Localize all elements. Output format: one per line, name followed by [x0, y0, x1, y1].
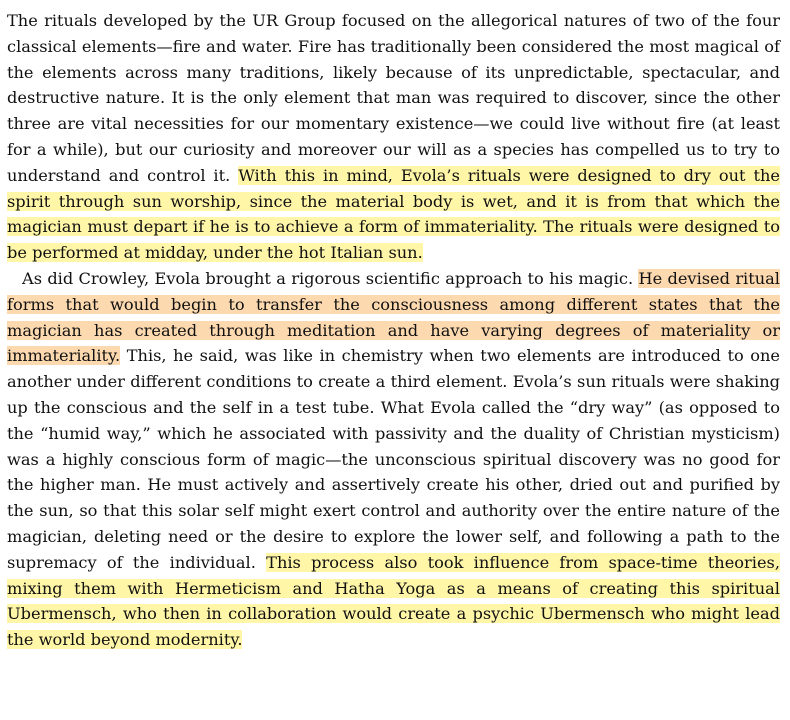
text-segment: This, he said, was like in chemistry when two elements are introduced to one another under different conditions to create a third element. Evola’s sun rituals were shaking up the conscious and the self in a test tube. What Evola called the “dry way” (as opposed to the “humid way,” which he associated with passivity and the duality of Christian mysticism) was a highly conscious form of magic—the unconscious spiritual discovery was no good for the higher man. He must actively and assertively create his other, dried out and purified by the sun, so that this solar self might exert control and authority over the entire nature of the magician, deleting need or the desire to explore the lower self, and following a path to the supremacy of the individual. [7, 346, 780, 572]
highlighted-text-yellow[interactable]: With this in mind, Evola’s rituals were designed to dry out the spirit through sun worship, since the material body is wet, and it is from that which the magician must depart if he is to achieve a form of immateriality. The rituals were designed to be performed at midday, under the hot Italian sun. [7, 165, 780, 263]
highlighted-text-orange[interactable]: He devised ritual forms that would begin to transfer the consciousness among different states that the magician has created through meditation and have varying degrees of materiality or immateriality. [7, 268, 780, 366]
paragraph-1 [7, 8, 780, 266]
highlighted-text-yellow[interactable]: This process also took influence from space-time theories, mixing them with Hermeticism and Hatha Yoga as a means of creating this spiritual Ubermensch, who then in collaboration would create a psychic Ubermensch who might lead the world beyond modernity. [7, 552, 780, 650]
text-segment: As did Crowley, Evola brought a rigorous scientific approach to his magic. [22, 268, 639, 288]
paragraph-2 [7, 266, 780, 653]
text-segment: The rituals developed by the UR Group focused on the allegorical natures of two of the four classical elements—fire and water. Fire has traditionally been considered the most magical of the elements across many traditions, likely because of its unpredictable, spectacular, and destructive nature. It is the only element that man was required to discover, since the other three are vital necessities for our momentary existence—we could live without fire (at least for a while), but our curiosity and moreover our will as a species has compelled us to try to understand and control it. [7, 11, 780, 185]
